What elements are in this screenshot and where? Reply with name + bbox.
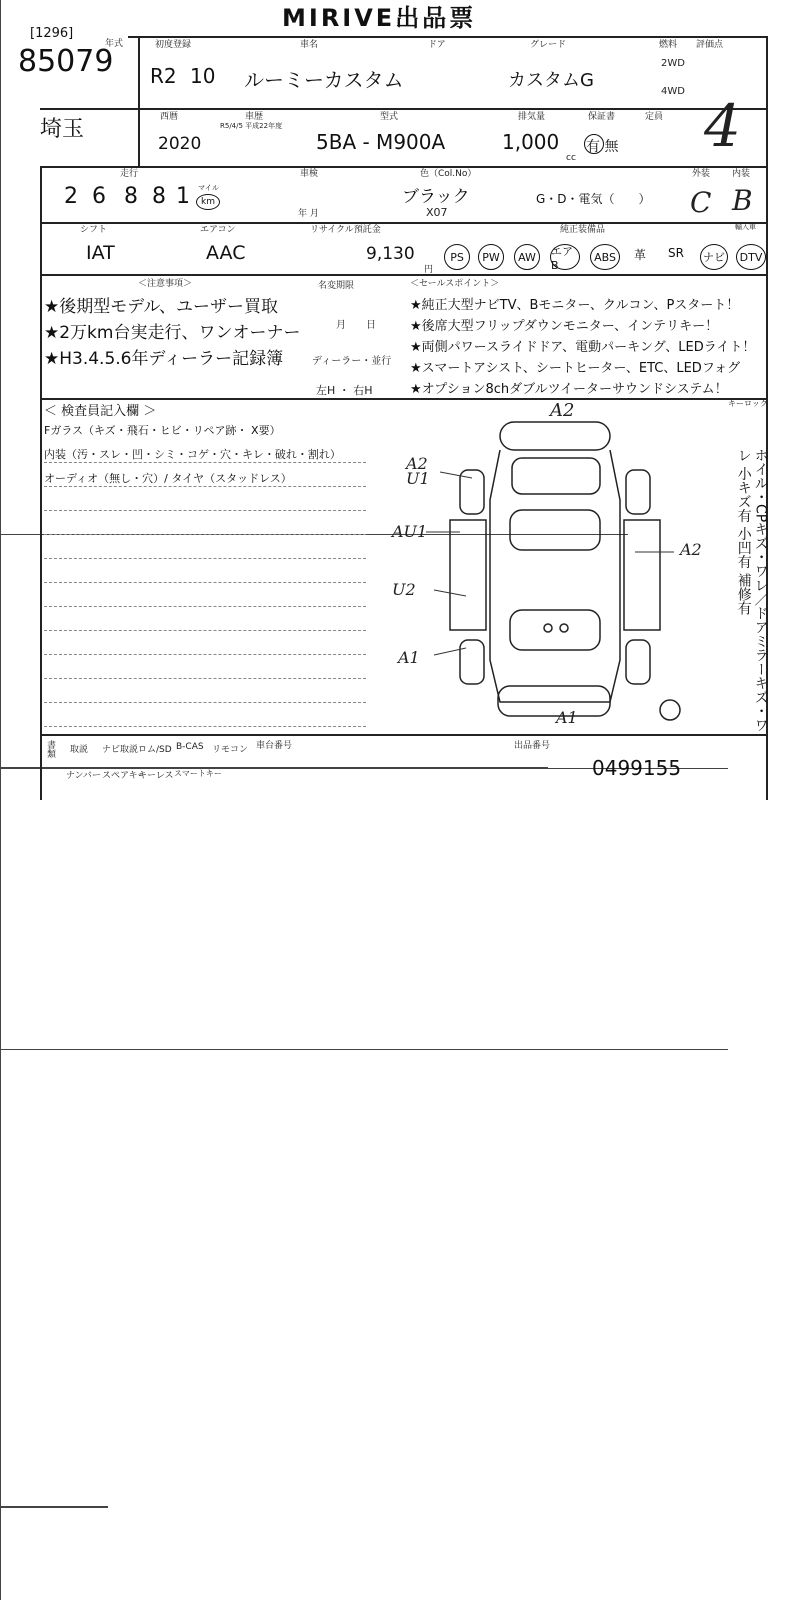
sales-title: ＜セールスポイント＞: [410, 279, 500, 289]
damage-right-side: A2: [680, 540, 702, 559]
lot-bracket: [1296]: [30, 26, 74, 41]
handle-side: 左H ・ 右H: [316, 384, 373, 397]
year: 2020: [158, 134, 202, 154]
era: R2: [150, 64, 177, 88]
car-name: ルーミーカスタム: [244, 68, 404, 92]
equip-airbag: エアB: [550, 244, 580, 270]
warranty-status: 有 無: [586, 139, 619, 155]
equip-pw: PW: [478, 244, 504, 270]
color-code: X07: [426, 206, 448, 219]
lot-number: 85079: [18, 44, 114, 79]
sales-4: ★スマートアシスト、シートヒーター、ETC、LEDフォグ: [410, 361, 741, 376]
label-import: 輸入車: [735, 223, 756, 231]
wheel-mirror-notes: ホイル・CPキズ・ワレ／ドアミラーキズ・ワレ 小キズ有 小凹有 補修有: [735, 448, 769, 733]
bottom-remote: リモコン: [212, 745, 249, 755]
bottom-navi-manual: ナビ取説: [102, 745, 139, 755]
label-first-reg: 初度登録: [155, 40, 192, 50]
label-color: 色（Col.No）: [420, 169, 477, 179]
equip-ps: PS: [444, 244, 470, 270]
bottom-number: ナンバー: [66, 771, 101, 781]
label-capacity: 定員: [645, 112, 664, 122]
inspector-title: ＜ 検査員記入欄 ＞: [44, 404, 157, 419]
label-car-name: 車名: [300, 40, 319, 50]
bottom-manual: 取説: [70, 745, 89, 755]
label-nenshiki: 年式: [105, 39, 124, 49]
chassis-title: 車台番号: [256, 741, 293, 751]
grade: カスタムG: [508, 70, 594, 91]
keylock-label: キーロック: [728, 399, 768, 408]
listing-title: 出品番号: [514, 741, 551, 751]
equip-sr: SR: [668, 246, 684, 260]
warranty-circle: [584, 134, 604, 154]
label-fuel: 燃料: [659, 40, 678, 50]
inspect-glass: Fガラス（キズ・飛石・ヒビ・リペア跡・ X要）: [44, 424, 281, 437]
label-door: ドア: [428, 40, 446, 50]
transfer-title: 名変期限: [318, 281, 355, 291]
score-value: 4: [704, 92, 741, 160]
damage-left-rear: A1: [398, 648, 420, 667]
bottom-bcas: B-CAS: [176, 742, 204, 752]
damage-left-rear-door: U2: [392, 580, 416, 599]
mileage-d3: 8: [124, 184, 138, 209]
damage-front-left: A2 U1: [406, 454, 430, 488]
sales-1: ★純正大型ナビTV、Bモニター、クルコン、Pスタート！: [410, 298, 740, 313]
inspect-audio: オーディオ（無し・穴）/ タイヤ（スタッドレス）: [44, 472, 292, 485]
color-change-options: G・D・電気（ ）: [536, 192, 651, 206]
docs-title: 書類: [45, 740, 55, 758]
mileage-d2: 6: [92, 184, 106, 209]
sales-3: ★両側パワースライドドア、電動パーキング、LEDライト！: [410, 340, 756, 355]
equip-abs: ABS: [590, 244, 620, 270]
exterior-grade: C: [690, 186, 712, 219]
sales-5: ★オプション8chダブルツイーターサウンドシステム！: [410, 382, 728, 397]
sales-2: ★後席大型フリップダウンモニター、インテリキー！: [410, 319, 719, 334]
car-diagram: [420, 410, 720, 730]
damage-left-front-door: AU1: [392, 522, 428, 541]
region: 埼玉: [40, 117, 85, 142]
equip-navi: ナビ: [700, 244, 728, 270]
note-1: ★後期型モデル、ユーザー買取: [44, 297, 279, 317]
inspection-ym: 年 月: [298, 209, 319, 219]
label-mileage: 走行: [120, 169, 139, 179]
notes-title: ＜注意事項＞: [138, 279, 193, 289]
recycle-value: 9,130: [366, 244, 415, 264]
month: 10: [190, 64, 216, 88]
shift-value: IAT: [86, 242, 115, 264]
note-3: ★H3.4.5.6年ディーラー記録簿: [44, 349, 284, 369]
bottom-smart-key: スマートキー: [174, 769, 222, 778]
dealer-parallel: ディーラー・並行: [312, 356, 392, 367]
equip-aw: AW: [514, 244, 540, 270]
transfer-md: 月 日: [336, 320, 376, 331]
label-model: 型式: [380, 112, 399, 122]
label-history: 車歴: [245, 112, 264, 122]
label-recycle: リサイクル預託金: [310, 225, 381, 235]
inspect-interior: 内装（汚・スレ・凹・シミ・コゲ・穴・キレ・破れ・割れ）: [44, 448, 341, 461]
mileage-d5: 1: [176, 184, 190, 209]
displacement-unit: cc: [566, 153, 576, 163]
label-disp: 排気量: [518, 112, 546, 122]
aircon-value: AAC: [206, 242, 246, 264]
label-grade: グレード: [530, 40, 567, 50]
bottom-spare-key: スペアキー: [102, 771, 147, 781]
interior-grade: B: [732, 184, 753, 217]
label-aircon: エアコン: [200, 225, 236, 235]
fuel-4wd: 4WD: [661, 86, 685, 97]
color-name: ブラック: [402, 187, 470, 207]
note-2: ★2万km台実走行、ワンオーナー: [44, 323, 301, 343]
reg-note: R5/4/5 平成22年度: [220, 122, 283, 130]
mileage-unit-km: km: [196, 194, 220, 210]
equip-dtv: DTV: [736, 244, 766, 270]
mileage-d1: 2: [64, 184, 78, 209]
bottom-rom: ロム/SD: [138, 745, 172, 755]
mileage-d4: 8: [152, 184, 166, 209]
label-warranty: 保証書: [588, 112, 616, 122]
model-code: 5BA - M900A: [316, 130, 446, 154]
equip-leather: 革: [634, 248, 647, 262]
damage-front: A2: [550, 400, 575, 421]
label-inspection: 車検: [300, 169, 319, 179]
label-year: 西暦: [160, 112, 179, 122]
label-exterior: 外装: [692, 169, 711, 179]
damage-rear: A1: [556, 708, 578, 727]
label-equipment: 純正装備品: [560, 225, 606, 235]
mileage-unit-mile: マイル: [198, 184, 219, 192]
bottom-keyless: キーレス: [138, 771, 174, 781]
label-shift: シフト: [80, 225, 108, 235]
fuel-2wd: 2WD: [661, 58, 685, 69]
recycle-unit: 円: [424, 265, 434, 275]
label-interior: 内装: [732, 169, 751, 179]
sheet-title: MIRIVE出品票: [282, 4, 477, 32]
displacement: 1,000: [502, 130, 560, 154]
bottom-number-value: 0499155: [592, 756, 682, 780]
label-score: 評価点: [696, 40, 724, 50]
